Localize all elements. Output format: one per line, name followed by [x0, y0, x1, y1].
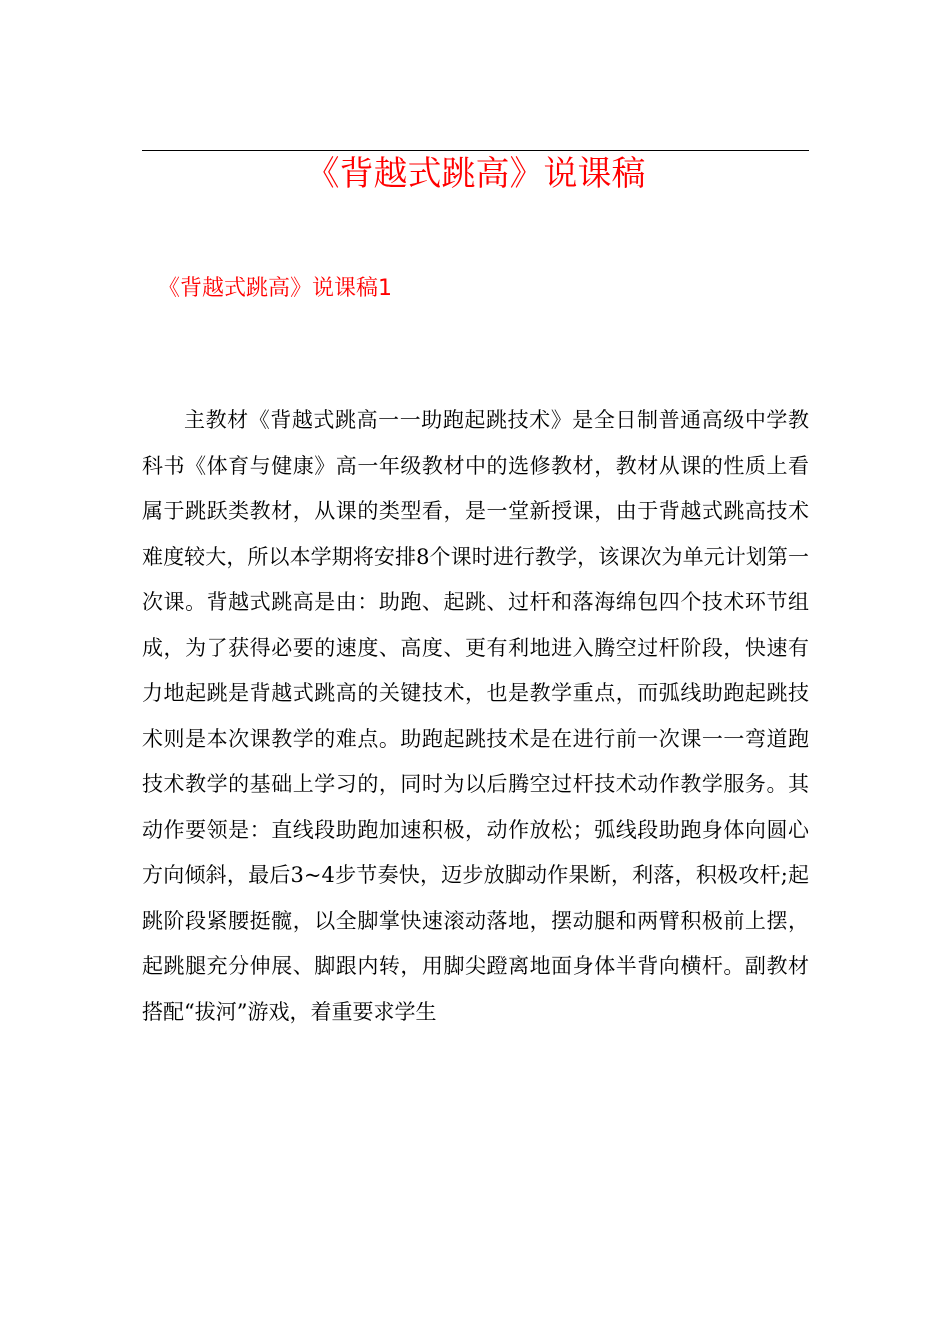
section-heading: 《背越式跳高》说课稿1 — [158, 276, 392, 301]
header-rule — [142, 150, 809, 151]
body-paragraph: 主教材《背越式跳高一一助跑起跳技术》是全日制普通高级中学教科书《体育与健康》高一年级教材中的选修教材，教材从课的性质上看属于跳跃类教材，从课的类型看，是一堂新授课，由于背越式跳高技术难度较大，所以本学期将安排8个课时进行教学，该课次为单元计划第一次课。背越式跳高是由：助跑、起跳、过杆和落海绵包四个技术环节组成，为了获得必要的速度、高度、更有利地进入腾空过杆阶段，快速有力地起跳是背越式跳高的关键技术，也是教学重点，而弧线助跑起跳技术则是本次课教学的难点。助跑起跳技术是在进行前一次课一一弯道跑技术教学的基础上学习的，同时为以后腾空过杆技术动作教学服务。其动作要领是：直线段助跑加速积极，动作放松；弧线段助跑身体向圆心方向倾斜，最后3~4步节奏快，迈步放脚动作果断，利落，积极攻杆;起跳阶段紧腰挺髋，以全脚掌快速滚动落地，摆动腿和两臂积极前上摆，起跳腿充分伸展、脚跟内转，用脚尖蹬离地面身体半背向横杆。副教材搭配“拔河”游戏，着重要求学生 — [142, 408, 809, 1024]
document-title: 《背越式跳高》说课稿 — [305, 154, 646, 194]
